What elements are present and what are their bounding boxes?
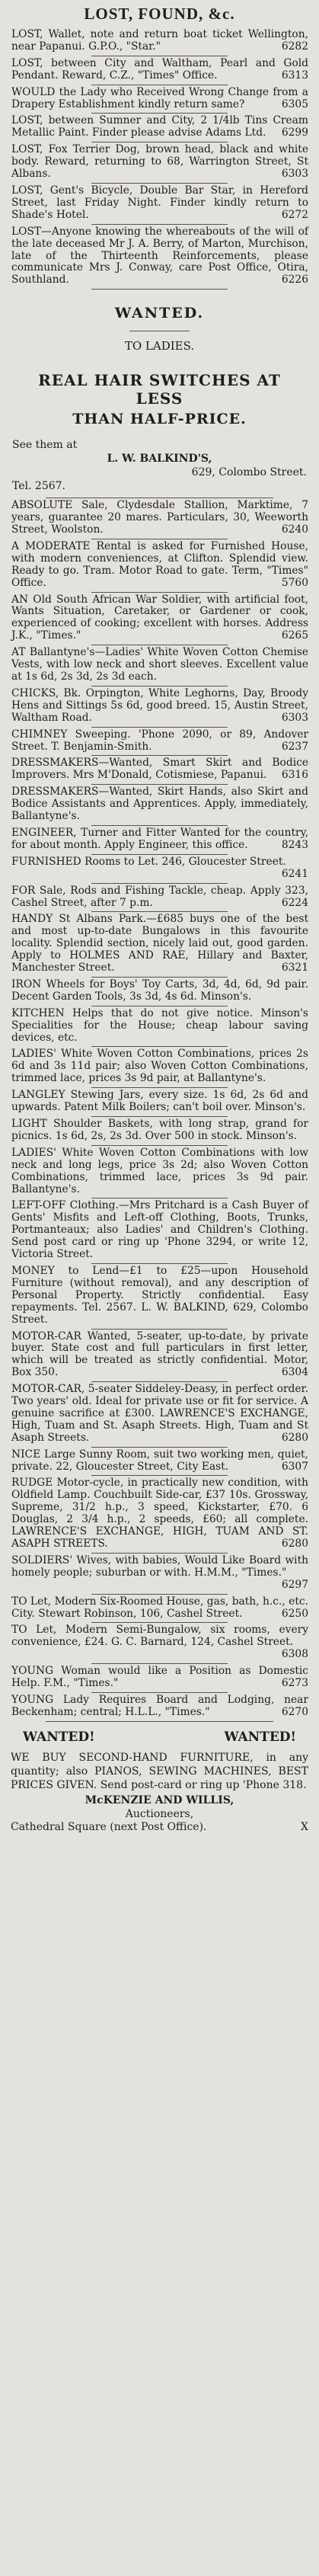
ad-text: A MODERATE Rental is asked for Furnished House, with modern conveniences, at Clifton. Splendid view. Ready to go. Tram. Motor Road to gate. Term, "Times" Office. [11,539,308,589]
ad-text: DRESSMAKERS—Wanted, Smart Skirt and Bodice Improvers. Mrs M'Donald, Cotismiese, Papanui. [11,757,308,782]
ad-text: MOTOR-CAR, 5-seater Siddeley-Deasy, in perfect order. Two years' old. Ideal for private use or fit for service. A genuine sacrifice at £300. LAWRENCE'S EXCHANGE, High, Tuam and St. Asaph Streets. High, Tuam and St Asaph Streets. [11,1383,308,1444]
ad-text: LOST, Wallet, note and return boat ticket Wellington, near Papanui. G.P.O., "Star." [11,28,308,53]
classified-ad [0,593,319,645]
ad-text: LANGLEY Stewing Jars, every size. 1s 6d, 2s 6d and upwards. Patent Milk Boilers; can't boil over. Minson's. [11,1089,308,1114]
classified-ad [0,1264,319,1329]
furniture-ad-address: Cathedral Square (next Post Office). [11,1820,207,1833]
furniture-buyer-ad [0,1722,319,1833]
ad-text: AN Old South African War Soldier, with artificial foot, Wants Situation, Caretaker, or Gardener or cook, experienced of cooking; excellent with horses. Address J.K., "Times." [11,593,308,642]
ad-number: 6308 [281,1648,308,1661]
classified-ad [0,912,319,977]
ad-text: LEFT-OFF Clothing.—Mrs Pritchard is a Cash Buyer of Gents' Misfits and Left-off Clothing, Boots, Trunks, Portmanteaux; also Ladies' and Children's Clothing. Send post card or ring up 'Phone 3294, or write 12, Victoria Street. [11,1199,308,1261]
ad-text: AT Ballantyne's—Ladies' White Woven Cotton Chemise Vests, with low neck and short sleeves. Excellent value at 1s 6d, 2s 3d, 2s 3d each. [11,646,308,683]
ad-number: 6272 [281,208,308,221]
classified-ad [0,1117,319,1145]
classified-ad [0,539,319,592]
ad-text: ABSOLUTE Sale, Clydesdale Stallion, Marktime, 7 years, guarantee 20 mares. Particulars, 30, Weeworth Street, Woolston. [11,499,308,536]
classified-ad [0,1595,319,1623]
classified-ad [0,1664,319,1692]
ad-text: WOULD the Lady who Received Wrong Change from a Drapery Establishment kindly return same? [11,85,308,110]
classified-ad [0,1382,319,1447]
ad-text: LOST, between Sumner and City, 2 1/4lb Tins Cream Metallic Paint. Finder please advise Adams Ltd. [11,114,308,139]
wanted-right: WANTED! [224,1729,296,1745]
ad-number: 6303 [281,168,308,181]
classified-ad [0,785,319,825]
ad-text: RUDGE Motor-cycle, in practically new condition, with Oldfield Lamp. Couchbuilt Side-car, £37 10s. Grossway, Supreme, 31/2 h.p., 3 speed, Kickstarter, £70. 6 Douglas, 2 3/4 h.p., 2 speeds, £60; all complete. LAWRENCE'S EXCHANGE, HIGH, TUAM AND ST. ASAPH STREETS. [11,1477,308,1550]
ad-number: 6280 [281,1431,308,1444]
classified-ad [0,826,319,854]
hair-ad-address: 629, Colombo Street. [191,466,307,479]
classified-ad [0,1088,319,1116]
ad-number: 6321 [281,962,308,974]
ad-text: LOST—Anyone knowing the whereabouts of the will of the late deceased Mr J. A. Berry, of Marton, Murchison, late of the Thirteenth Reinforcements, please communicate Mrs J. Conway, care Post Office, Otira, Southland. [11,225,308,286]
ad-number: 6265 [281,629,308,642]
furniture-ad-firm: McKENZIE AND WILLIS, [85,1794,234,1806]
classified-ad [0,142,319,183]
ad-number: 6226 [281,274,308,286]
ad-number: 6282 [281,40,308,53]
ad-number: 5760 [281,576,308,589]
ad-number: 6273 [281,1677,308,1690]
ad-text: DRESSMAKERS—Wanted, Skirt Hands, also Skirt and Bodice Assistants and Apprentices. Apply, immediately, Ballantyne's. [11,786,308,823]
ad-number: 6280 [281,1538,308,1550]
ad-number: 6240 [281,523,308,536]
section-title-lost-found: LOST, FOUND, &c. [84,5,235,23]
ad-number: 6224 [281,896,308,909]
column-mark: X [301,1820,308,1833]
classified-ad [0,85,319,114]
classified-ad [0,1146,319,1198]
ad-number: 6303 [281,711,308,724]
hair-ad-subtitle: THAN HALF-PRICE. [72,411,247,428]
ad-number: 8243 [281,838,308,851]
ad-text: YOUNG Lady Requires Board and Lodging, near Beckenham; central; H.L.L., "Times." [11,1693,308,1718]
ad-text: LIGHT Shoulder Baskets, with long strap, grand for picnics. 1s 6d, 2s, 2s 3d. Over 500 in stock. Minson's. [11,1118,308,1142]
ad-number: 6250 [281,1607,308,1620]
furniture-ad-role: Auctioneers, [125,1807,194,1820]
classified-ad [0,1198,319,1263]
ad-text: MOTOR-CAR Wanted, 5-seater, up-to-date, by private buyer. State cost and full particulars in first letter, which will be treated as strictly confidential. Motor, Box 350. [11,1330,308,1379]
ad-number: 6270 [281,1705,308,1718]
classified-ad [0,1330,319,1382]
classified-ad [0,56,319,85]
classified-ad [0,686,319,727]
ad-text: LADIES' White Woven Cotton Combinations with low neck and long legs, price 3s 2d; also Woven Cotton Combinations, trimmed lace, prices 3s 9d pair. Ballantyne's. [11,1146,308,1195]
classified-ad [0,1047,319,1087]
ad-text: LOST, between City and Waltham, Pearl and Gold Pendant. Reward, C.Z., "Times" Office. [11,56,308,82]
ad-text: ENGINEER, Turner and Fitter Wanted for the country, for about month. Apply Engineer, this office. [11,826,308,851]
ad-text: KITCHEN Helps that do not give notice. Minson's Specialities for the House; cheap labour saving devices, etc. [11,1006,308,1044]
hair-ad-firm: L. W. BALKIND'S, [107,453,212,466]
ad-text: CHICKS, Bk. Orpington, White Leghorns, Day, Broody Hens and Sittings 5s 6d, good breed. 15, Austin Street, Waltham Road. [11,686,308,724]
classified-ad [0,1693,319,1721]
ad-text: LOST, Fox Terrier Dog, brown head, black and white body. Reward, returning to 68, Warrington Street, St Albans. [11,143,308,181]
classified-ad [0,855,319,883]
classified-ad [0,1448,319,1476]
wanted-left: WANTED! [23,1729,95,1745]
ad-text: CHIMNEY Sweeping. 'Phone 2090, or 89, Andover Street. T. Benjamin-Smith. [11,728,308,753]
classified-ad [0,225,319,290]
classified-ad [0,1006,319,1047]
ad-text: YOUNG Woman would like a Position as Domestic Help. F.M., "Times." [11,1665,308,1690]
ad-number: 6241 [281,867,308,880]
classified-ad [0,1623,319,1663]
ad-number: 6237 [281,740,308,753]
ad-text: MONEY to Lend—£1 to £25—upon Household Furniture (without removal), and any description of Personal Property. Strictly confidential. Easy repayments. Tel. 2567. L. W. BALKIND, 629, Colombo Street. [11,1264,308,1326]
classified-ad [0,884,319,912]
ad-text: TO Let, Modern Semi-Bungalow, six rooms, every convenience, £24. G. C. Barnard, 124, Cashel Street. [11,1624,308,1649]
ad-text: FOR Sale, Rods and Fishing Tackle, cheap. Apply 323, Cashel Street, after 7 p.m. [11,884,308,909]
hair-ad-title: REAL HAIR SWITCHES AT LESS [38,371,281,408]
ad-text: FURNISHED Rooms to Let. 246, Gloucester Street. [11,855,286,868]
hair-ad-tel: Tel. 2567. [12,480,65,493]
ad-number: 6304 [281,1366,308,1379]
classified-ad [0,184,319,224]
ad-text: SOLDIERS' Wives, with babies, Would Like Board with homely people; suburban or with. H.M.M., "Times." [11,1554,308,1579]
classified-ad [0,1554,319,1594]
ad-text: HANDY St Albans Park.—£685 buys one of the best and most up-to-date Bungalows in this favourite locality. Splendid section, nicely laid out, good garden. Apply to HOLMES AND RAE, Hillary and Baxter, Manchester Street. [11,913,308,974]
classified-ad [0,27,319,56]
ad-text: NICE Large Sunny Room, suit two working men, quiet, private. 22, Gloucester Street, City East. [11,1448,308,1473]
ad-text: LOST, Gent's Bicycle, Double Bar Star, in Hereford Street, last Friday Night. Finder kindly return to Shade's Hotel. [11,184,308,221]
hair-ad-lead: See them at [12,439,78,452]
ad-number: 6297 [281,1578,308,1591]
ad-text: IRON Wheels for Boys' Toy Carts, 3d, 4d, 6d, 9d pair. Decent Garden Tools, 3s 3d, 4s 6d. Minson's. [11,978,308,1003]
classified-ad [0,645,319,686]
section-title-wanted: WANTED. [114,305,205,322]
classified-ad [0,756,319,784]
classified-ad [0,728,319,756]
lost-found-list [0,27,319,289]
ad-number: 6307 [281,1460,308,1473]
classified-ad [0,498,319,539]
ad-text: LADIES' White Woven Cotton Combinations, prices 2s 6d and 3s 11d pair; also Woven Cotton Combinations, trimmed lace, prices 3s 9d pair, at Ballantyne's. [11,1048,308,1085]
ad-text: TO Let, Modern Six-Roomed House, gas, bath, h.c., etc. City. Stewart Robinson, 106, Cashel Street. [11,1595,308,1620]
classified-ad [0,114,319,142]
ad-number: 6316 [281,769,308,782]
subsection-to-ladies: TO LADIES. [124,339,195,354]
hair-switch-ad [0,363,319,498]
wanted-ads-list [0,498,319,1721]
classified-ad [0,978,319,1006]
ad-number: 6313 [281,69,308,82]
classified-ad [0,1476,319,1552]
ad-number: 6305 [281,98,308,110]
ad-number: 6299 [281,126,308,139]
furniture-ad-body: WE BUY SECOND-HAND FURNITURE, in any quantity; also PIANOS, SEWING MACHINES, BEST PRICES GIVEN. Send post-card or ring up 'Phone 318. [11,1751,308,1791]
